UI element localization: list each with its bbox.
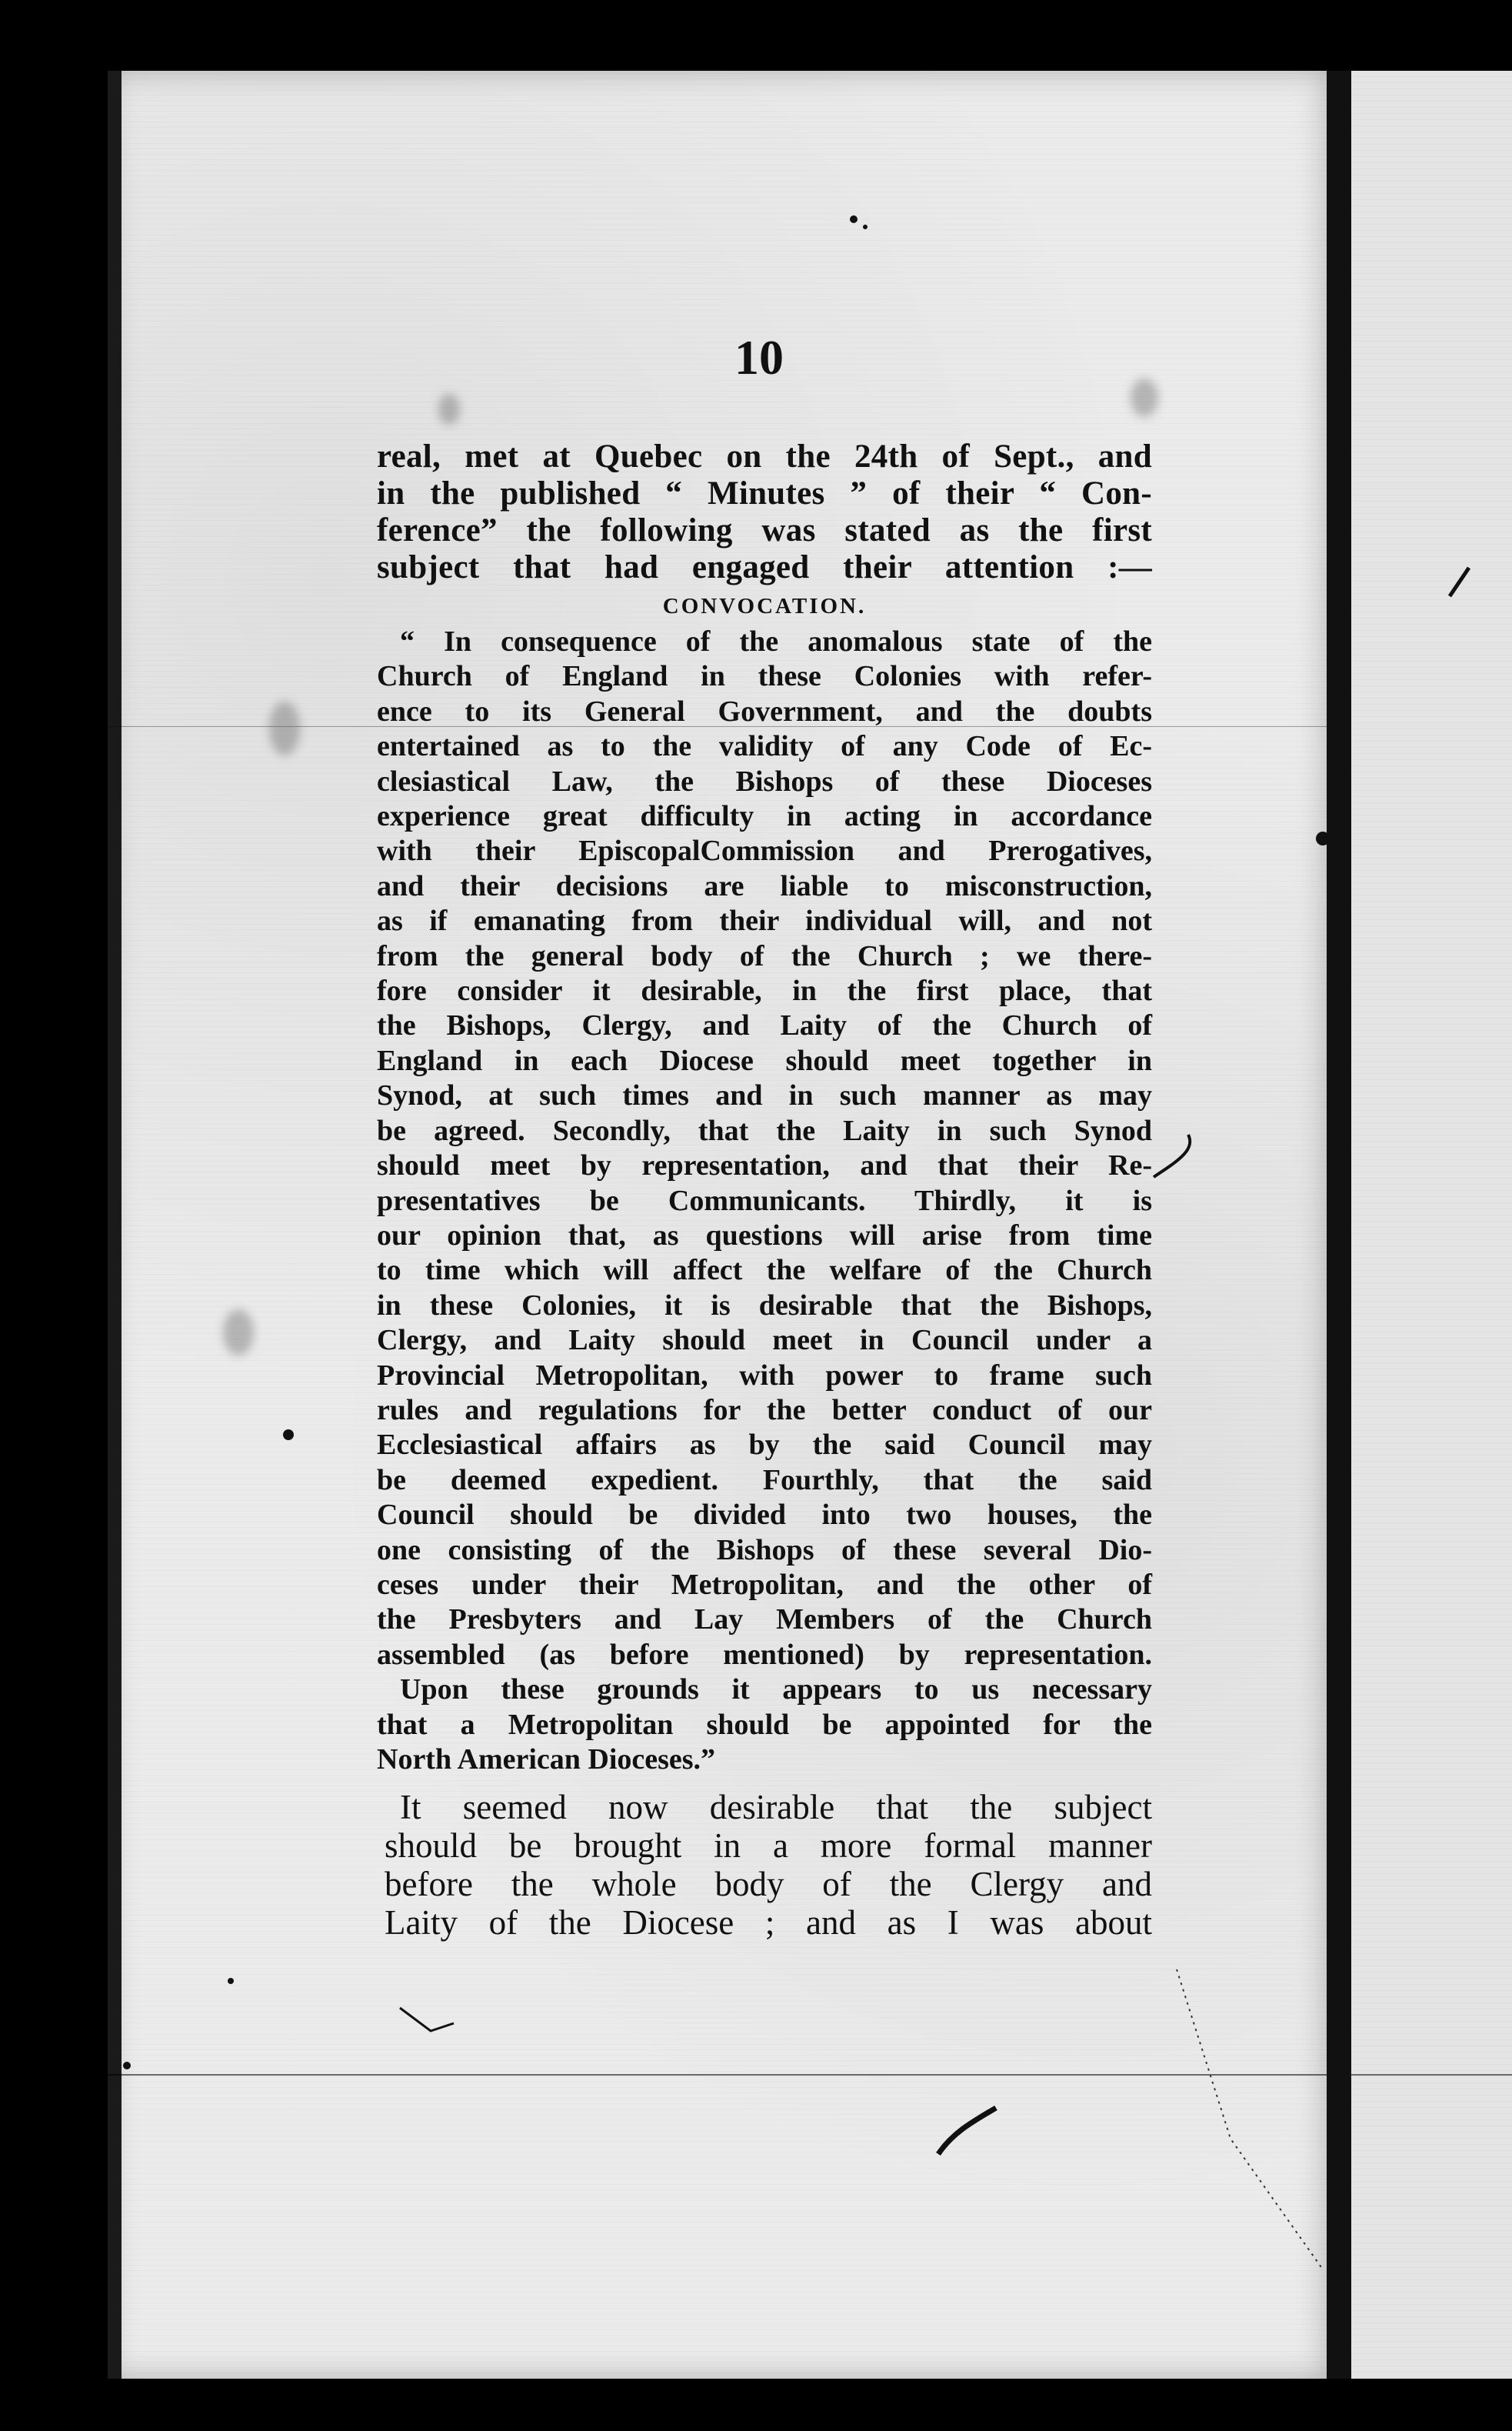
section-heading: CONVOCATION. — [662, 594, 867, 619]
text-line: Church of England in these Colonies with refer- — [377, 660, 1152, 693]
text-line: ceses under their Metropolitan, and the other of — [377, 1568, 1152, 1601]
text-line: Provincial Metropolitan, with power to frame such — [377, 1359, 1152, 1392]
text-line: clesiastical Law, the Bishops of these Dioceses — [377, 765, 1152, 798]
text-line: North American Dioceses.” — [377, 1743, 716, 1776]
facing-page-edge — [1351, 71, 1512, 2379]
text-line: Council should be divided into two houses, the — [377, 1499, 1152, 1532]
text-line: to time which will affect the welfare of the Church — [377, 1254, 1152, 1287]
text-line: in these Colonies, it is desirable that the Bishops, — [377, 1289, 1152, 1322]
text-line: with their EpiscopalCommission and Prerogatives, — [377, 835, 1152, 868]
text-line: be deemed expedient. Fourthly, that the said — [377, 1463, 1152, 1496]
text-line: the Presbyters and Lay Members of the Church — [377, 1603, 1152, 1636]
page-edge-shadow — [108, 71, 122, 2379]
text-line: ence to its General Government, and the doubts — [377, 695, 1152, 728]
text-line: rules and regulations for the better conduct of our — [377, 1393, 1152, 1426]
page-number: 10 — [734, 330, 784, 385]
scan-artifact-line — [1351, 2074, 1512, 2076]
text-line: our opinion that, as questions will arise from time — [377, 1219, 1152, 1252]
text-line: Synod, at such times and in such manner as may — [377, 1079, 1152, 1112]
text-line: be agreed. Secondly, that the Laity in such Synod — [377, 1114, 1152, 1147]
text-line: England in each Diocese should meet together in — [377, 1044, 1152, 1077]
page-text — [377, 439, 1152, 1942]
text-line: Clergy, and Laity should meet in Council under a — [377, 1324, 1152, 1357]
text-line: one consisting of the Bishops of these several Dio- — [377, 1533, 1152, 1566]
text-line: from the general body of the Church ; we there- — [377, 939, 1152, 972]
text-line: Upon these grounds it appears to us necessary — [400, 1673, 1152, 1706]
text-line: “ In consequence of the anomalous state of the — [400, 625, 1152, 658]
book-gutter — [1327, 71, 1351, 2379]
text-line: that a Metropolitan should be appointed for the — [377, 1708, 1152, 1741]
text-line: It seemed now desirable that the subject — [400, 1788, 1152, 1827]
ink-blot — [269, 702, 300, 755]
text-line: should be brought in a more formal manner — [385, 1826, 1152, 1866]
text-line: the Bishops, Clergy, and Laity of the Church of — [377, 1009, 1152, 1042]
text-line: presentatives be Communicants. Thirdly, it is — [377, 1184, 1152, 1217]
text-line: real, met at Quebec on the 24th of Sept., and — [377, 439, 1152, 475]
text-line: assembled (as before mentioned) by representation. — [377, 1638, 1152, 1671]
ink-blot — [223, 1309, 254, 1356]
text-line: Ecclesiastical affairs as by the said Council may — [377, 1429, 1152, 1462]
intro-paragraph — [377, 439, 1152, 586]
ink-blot — [1131, 378, 1158, 417]
closing-paragraph — [377, 1788, 1152, 1942]
text-line: before the whole body of the Clergy and — [385, 1865, 1152, 1904]
text-line: entertained as to the validity of any Code of Ec- — [377, 730, 1152, 763]
text-line: should meet by representation, and that their Re- — [377, 1149, 1152, 1182]
quoted-minutes — [377, 625, 1152, 1777]
ink-blot — [438, 394, 460, 425]
text-line: fore consider it desirable, in the first place, that — [377, 975, 1152, 1008]
text-line: and their decisions are liable to misconstruction, — [377, 869, 1152, 902]
text-line: ference” the following was stated as the first — [377, 512, 1152, 549]
text-line: subject that had engaged their attention :— — [377, 549, 1152, 585]
text-line: Laity of the Diocese ; and as I was about — [385, 1903, 1152, 1942]
text-line: as if emanating from their individual will, and not — [377, 905, 1152, 938]
text-line: experience great difficulty in acting in accordance — [377, 800, 1152, 833]
scan-artifact-line — [108, 2074, 1327, 2076]
text-line: in the published “ Minutes ” of their “ Con- — [377, 475, 1152, 512]
